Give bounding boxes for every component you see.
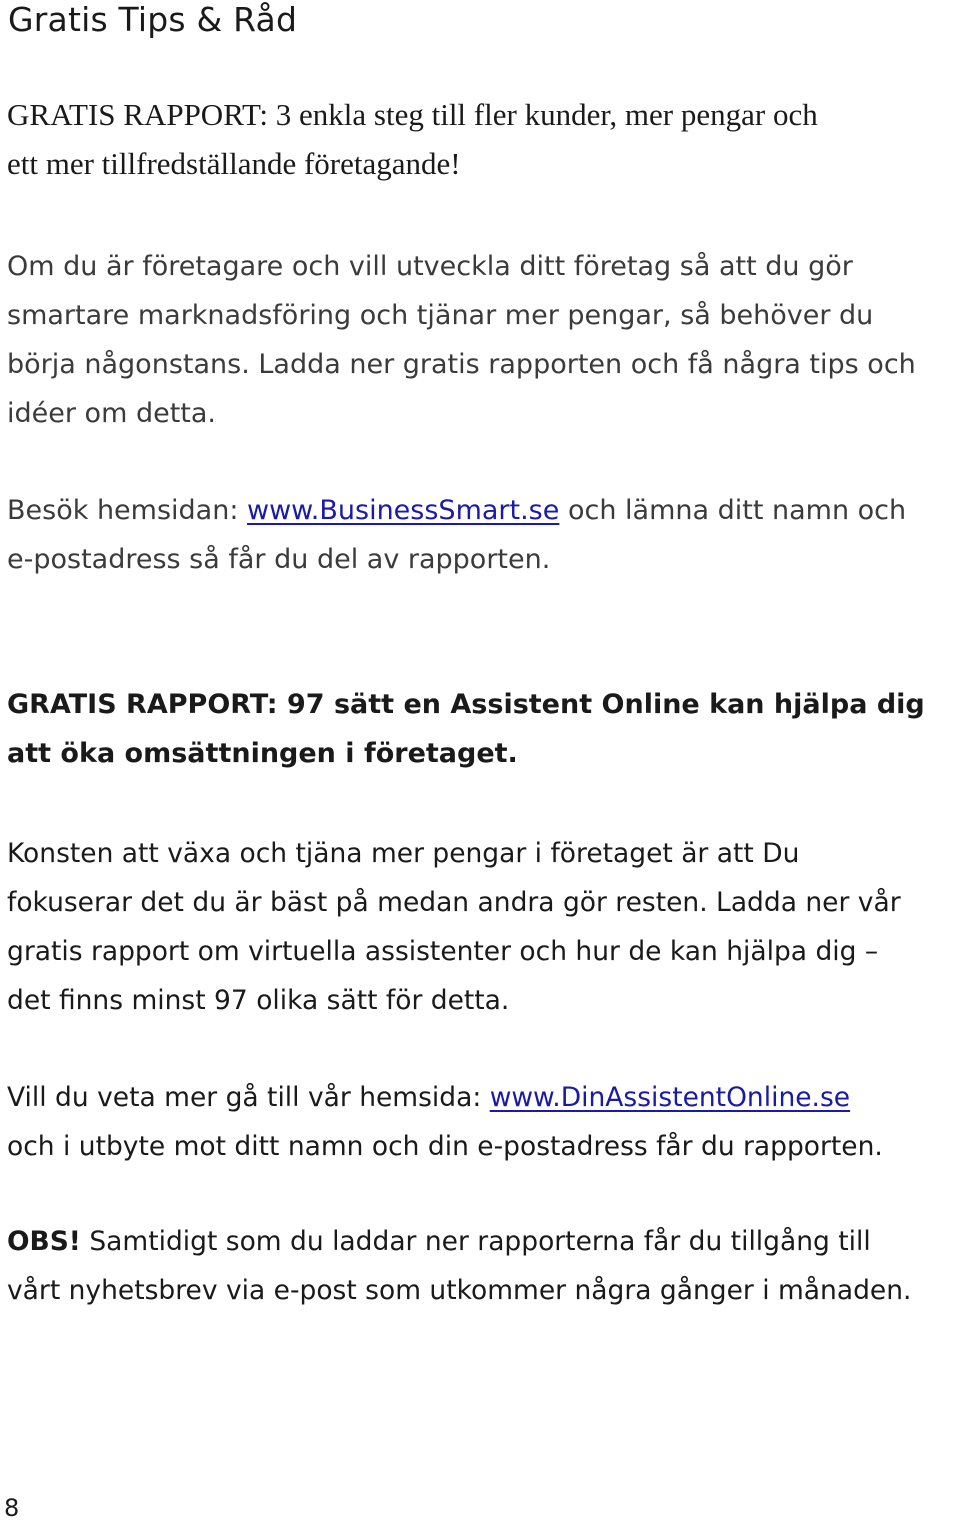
obs-note-line1 [7,1217,959,1266]
obs-note-text: Samtidigt som du laddar ner rapporterna får du tillgång till [80,1226,871,1257]
report1-title-prefix: GRATIS RAPPORT: [7,97,269,132]
report2-title [7,680,957,778]
businesssmart-link[interactable]: www.BusinessSmart.se [247,495,560,526]
report1-visit-paragraph [7,486,957,584]
obs-note [7,1217,959,1315]
dinassistentonline-link[interactable]: www.DinAssistentOnline.se [489,1082,851,1113]
report1-body-line2: smartare marknadsföring och tjänar mer pengar, så behöver du [7,300,874,331]
page-heading: Gratis Tips & Råd [8,0,298,39]
report1-visit-line1 [7,486,957,535]
report1-body-line1: Om du är företagare och vill utveckla ditt företag så att du gör [7,251,853,282]
obs-label: OBS! [7,1226,81,1257]
report2-body-line1: Konsten att växa och tjäna mer pengar i företaget är att Du [7,838,800,869]
report1-title [7,90,957,188]
report1-title-line1 [7,90,957,139]
report2-visit-line2: och i utbyte mot ditt namn och din e-postadress får du rapporten. [7,1131,883,1162]
report2-body-line3: gratis rapport om virtuella assistenter och hur de kan hjälpa dig – [7,936,879,967]
report2-visit-line1 [7,1073,959,1122]
report1-body-line3: börja någonstans. Ladda ner gratis rapporten och få några tips och [7,349,916,380]
obs-note-line2: vårt nyhetsbrev via e-post som utkommer några gånger i månaden. [7,1275,912,1306]
report1-visit-prefix: Besök hemsidan: [7,495,248,526]
report2-description [7,829,959,1025]
report2-visit-paragraph [7,1073,959,1171]
report2-title-line1: GRATIS RAPPORT: 97 sätt en Assistent Online kan hjälpa dig [7,689,925,720]
report2-title-line2: att öka omsättningen i företaget. [7,738,518,769]
report1-visit-suffix: och lämna ditt namn och [559,495,907,526]
report2-visit-prefix: Vill du veta mer gå till vår hemsida: [7,1082,490,1113]
page-number: 8 [4,1494,20,1522]
report1-description [7,242,957,438]
report1-body-line4: idéer om detta. [7,398,216,429]
report2-body-line2: fokuserar det du är bäst på medan andra gör resten. Ladda ner vår [7,887,901,918]
report1-title-line2: ett mer tillfredställande företagande! [7,146,461,181]
report1-visit-line2: e-postadress så får du del av rapporten. [7,544,551,575]
report2-body-line4: det finns minst 97 olika sätt för detta. [7,985,510,1016]
report1-title-rest: 3 enkla steg till fler kunder, mer pengar och [268,97,818,132]
